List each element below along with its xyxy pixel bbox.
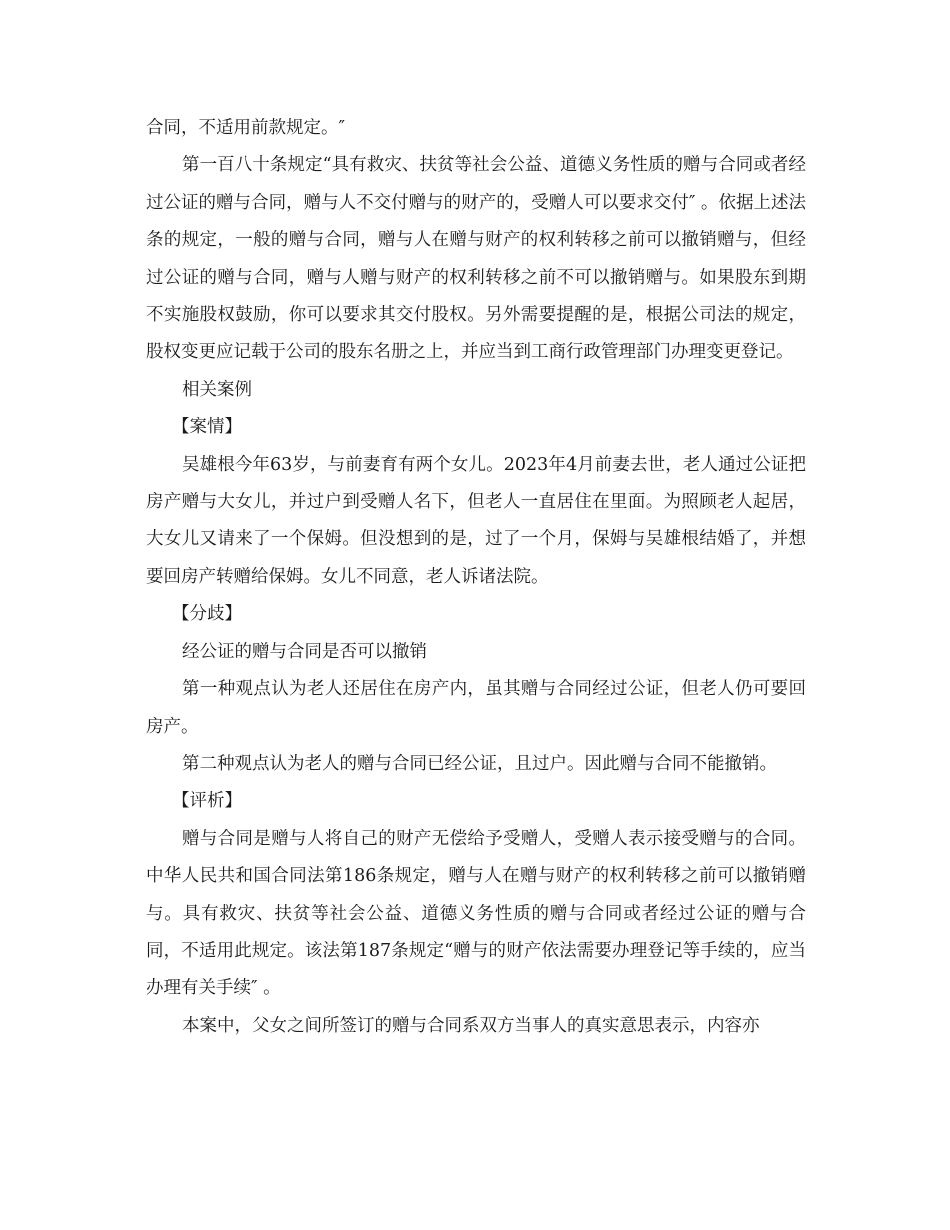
heading-case-facts: 【案情】: [172, 417, 242, 438]
paragraph-article-180: 第一百八十条规定“具有救灾、扶贫等社会公益、道德义务性质的赠与合同或者经过公证的赠与合同，赠与人不交付赠与的财产的，受赠人可以要求交付″ 。依据上述法条的规定，一般的赠与合同，赠与人在赠与财产的权利转移之前可以撤销赠与，但经过公证的赠与合同，赠与人赠与财产的权利转移之前不可以撤销赠与。如果股东到期不实施股权鼓励，你可以要求其交付股权。另外需要提醒的是，根据公司法的规定，股权变更应记载于公司的股东名册之上，并应当到工商行政管理部门办理变更登记。: [146, 155, 806, 363]
paragraph-this-case: 本案中，父女之间所签订的赠与合同系双方当事人的真实意思表示，内容亦: [182, 1015, 760, 1036]
heading-disagreement: 【分歧】: [172, 604, 242, 625]
paragraph-continuation: 合同，不适用前款规定。″: [146, 118, 346, 138]
section-label-related-cases: 相关案例: [182, 379, 252, 400]
document-body: [146, 110, 806, 1045]
heading-analysis: 【评析】: [172, 791, 242, 812]
paragraph-second-view: 第二种观点认为老人的赠与合同已经公证，且过户。因此赠与合同不能撤销。: [182, 753, 777, 774]
paragraph-issue-question: 经公证的赠与合同是否可以撤销: [182, 641, 427, 662]
paragraph-first-view: 第一种观点认为老人还居住在房产内，虽其赠与合同经过公证，但老人仍可要回房产。: [146, 679, 806, 737]
paragraph-case-facts: 吴雄根今年63岁，与前妻育有两个女儿。2023年4月前妻去世，老人通过公证把房产赠与大女儿，并过户到受赠人名下，但老人一直居住在里面。为照顾老人起居，大女儿又请来了一个保姆。但没想到的是，过了一个月，保姆与吴雄根结婚了，并想要回房产转赠给保姆。女儿不同意，老人诉诸法院。: [146, 454, 806, 587]
paragraph-analysis: 赠与合同是赠与人将自己的财产无偿给予受赠人，受赠人表示接受赠与的合同。中华人民共和国合同法第186条规定，赠与人在赠与财产的权利转移之前可以撤销赠与。具有救灾、扶贫等社会公益、道德义务性质的赠与合同或者经过公证的赠与合同，不适用此规定。该法第187条规定“赠与的财产依法需要办理登记等手续的，应当办理有关手续″ 。: [146, 828, 806, 999]
